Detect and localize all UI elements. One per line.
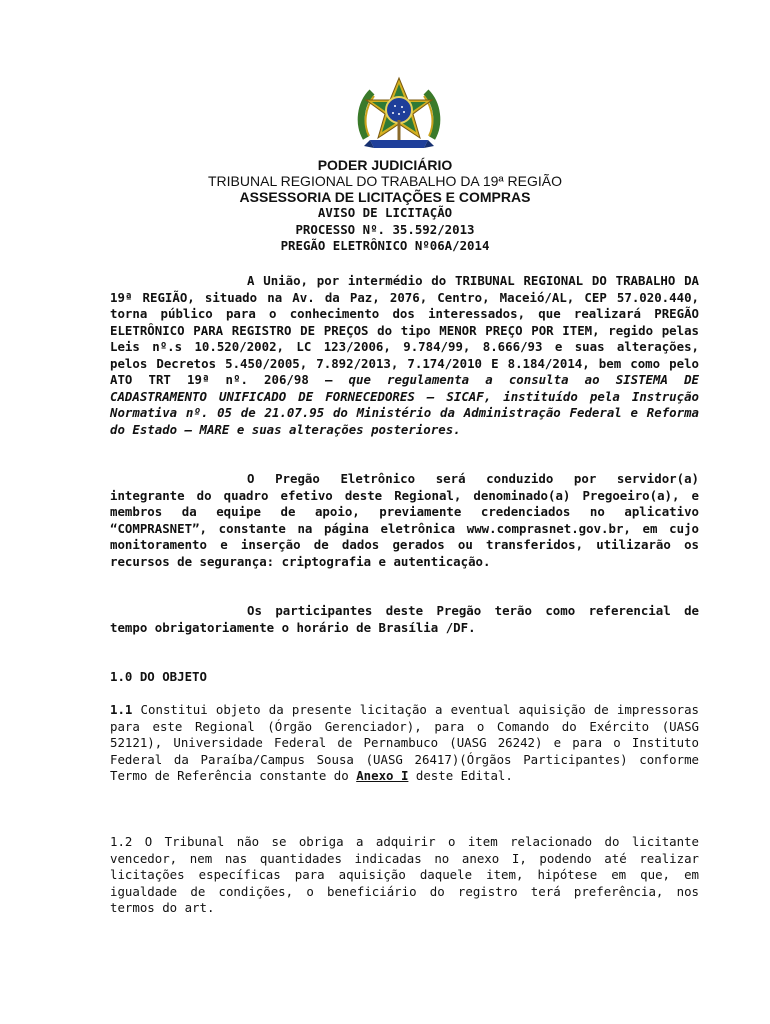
intro-italic-text: que regulamenta a consulta ao SISTEMA DE CADASTRAMENTO UNIFICADO DE FORNECEDORES – SICAF, instituído pela Instrução Normativa nº. 05 de 21.07.95 do Ministério da Administração Federal e Reforma do Estado – MARE e suas alterações posteriores. xyxy=(110,372,699,437)
item-1-1 xyxy=(110,702,699,785)
intro-text: A União, por intermédio do TRIBUNAL REGIONAL DO TRABALHO DA 19ª REGIÃO, situado na Av. da Paz, 2076, Centro, Maceió/AL, CEP 57.020.440, torna público para o conhecimento dos interessados, que realizará PREGÃO ELETRÔNICO PARA REGISTRO DE PREÇOS do tipo MENOR PREÇO POR ITEM, regido pelas Leis nº.s 10.520/2002, LC 123/2006, 9.784/99, 8.666/93 e suas alterações, pelos Decretos 5.450/2005, 7.892/2013, 7.174/2010 E 8.184/2014, bem como pelo ATO TRT 19ª nº. 206/98 – xyxy=(110,273,699,387)
anexo-i-link: Anexo I xyxy=(356,768,409,783)
item-1-1-tail: deste Edital. xyxy=(408,768,513,783)
header-assessoria: ASSESSORIA DE LICITAÇÕES E COMPRAS xyxy=(239,189,531,205)
paragraph-pregao-conduction: O Pregão Eletrônico será conduzido por servidor(a) integrante do quadro efetivo deste Regional, denominado(a) Pregoeiro(a), e membros da equipe de apoio, previamente credenciados no aplicativo “COMPRASNET”, constante na página eletrônica www.comprasnet.gov.br, em cujo monitoramento e inserção de dados gerados ou transferidos, utilizarão os recursos de segurança: criptografia e autenticação. xyxy=(110,471,699,569)
header-tribunal: TRIBUNAL REGIONAL DO TRABALHO DA 19ª REGIÃO xyxy=(208,173,562,189)
document-header xyxy=(0,157,770,255)
coat-of-arms-icon xyxy=(356,76,442,158)
item-1-1-number: 1.1 xyxy=(110,702,133,717)
paragraph-time-reference: Os participantes deste Pregão terão como referencial de tempo obrigatoriamente o horário de Brasília /DF. xyxy=(110,603,699,635)
header-processo: PROCESSO Nº. 35.592/2013 xyxy=(295,221,475,237)
header-poder: PODER JUDICIÁRIO xyxy=(317,157,453,173)
header-aviso: AVISO DE LICITAÇÃO xyxy=(317,205,453,220)
item-1-1-text: Constitui objeto da presente licitação a eventual aquisição de impressoras para este Regional (Órgão Gerenciador), para o Comando do Exército (UASG 52121), Universidade Federal de Pernambuco (UASG 26242) e para o Instituto Federal da Paraíba/Campus Sousa (UASG 26417)(Órgãos Participantes) conforme Termo de Referência constante do xyxy=(110,702,699,783)
section-title-objeto: 1.0 DO OBJETO xyxy=(110,669,207,684)
item-1-2: 1.2 O Tribunal não se obriga a adquirir o item relacionado do licitante vencedor, nem nas quantidades indicadas no anexo I, podendo até realizar licitações específicas para aquisição daquele item, hipótese em que, em igualdade de condições, o beneficiário do registro terá preferência, nos termos do art. xyxy=(110,834,699,915)
header-pregao: PREGÃO ELETRÔNICO Nº06A/2014 xyxy=(280,238,490,253)
paragraph-introduction xyxy=(110,273,699,438)
